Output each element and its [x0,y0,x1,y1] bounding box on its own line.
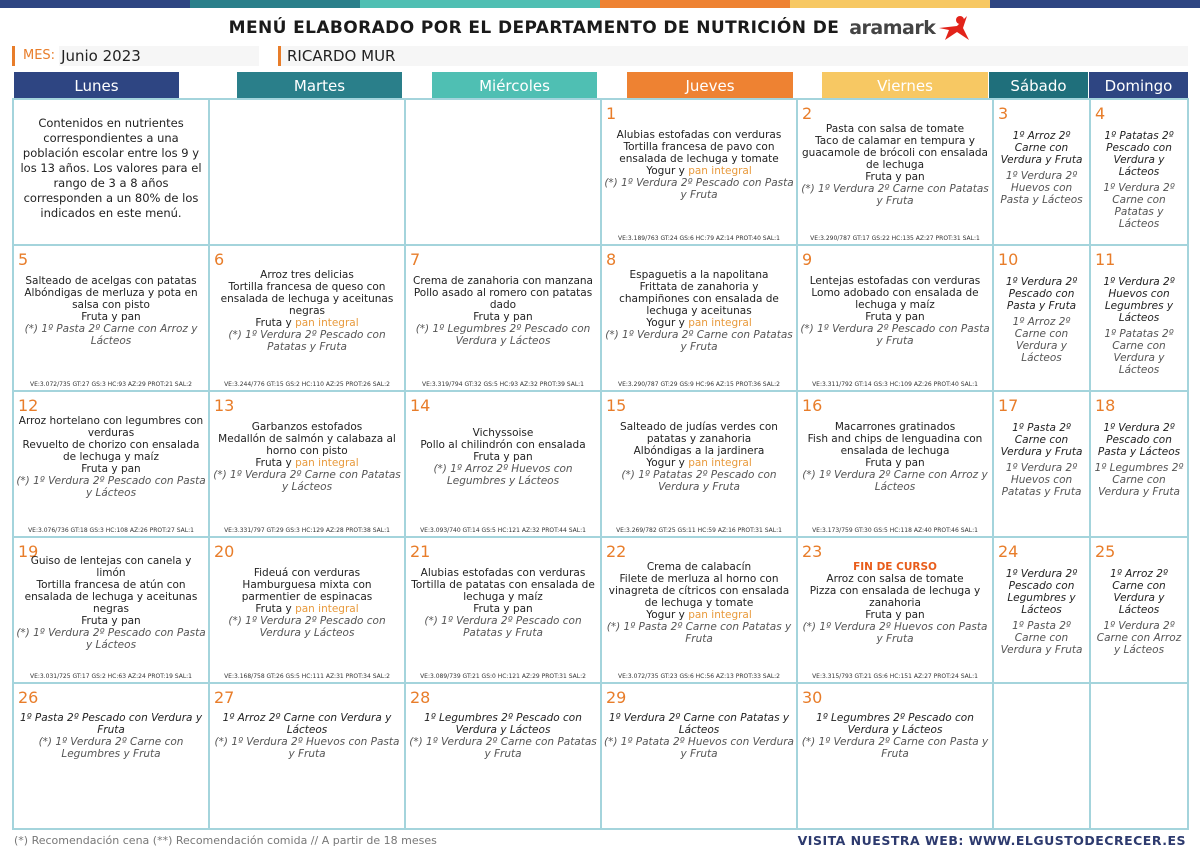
menu-line: Albóndigas de merluza y pota en salsa con pisto [24,287,198,311]
weekend-main-menu: 1º Verdura 2º Pescado con Pasta y Lácteos [1097,422,1181,458]
weekend-content [996,276,1087,364]
menu-line: Arroz tres delicias [260,269,354,281]
highlight-text: pan integral [688,317,752,329]
nutrition-values: VE:3.168/758 GT:26 GS:5 HC:111 AZ:31 PROT:34 SAL:2 [224,673,390,680]
day-number: 20 [214,542,235,561]
weekend-main-menu: 1º Verdura 2º Huevos con Legumbres y Lácteos [1103,276,1175,324]
day-cell-16 [798,392,992,536]
menu-line: Guiso de lentejas con canela y limón [30,555,192,579]
menu-line: Yogur y pan integral [646,609,752,621]
menu-line: Vichyssoise [472,427,534,439]
nutrition-values: VE:3.244/776 GT:15 GS:2 HC:110 AZ:25 PROT:26 SAL:2 [224,381,390,388]
day-cell-9 [798,246,992,390]
empty-cell [1091,684,1187,828]
weekend-content [1093,568,1185,656]
weekend-cell-10 [994,246,1089,390]
website-link[interactable]: VISITA NUESTRA WEB: WWW.ELGUSTODECRECER.ES [797,833,1186,848]
day-number: 11 [1095,250,1116,269]
aramark-star-person-icon [937,14,971,42]
top-bar-segment [190,0,360,8]
day-cell-2 [798,100,992,244]
top-color-bars [0,0,1200,8]
menu-content [604,684,794,788]
menu-content [800,684,990,788]
day-cell-7 [406,246,600,390]
day-header-jueves: Jueves [627,72,793,100]
dinner-recommendation: (*) 1º Pasta 2º Carne con Arroz y Lácteos [24,323,198,347]
nutrition-values: VE:3.315/793 GT:21 GS:6 HC:151 AZ:27 PROT:24 SAL:1 [812,673,978,680]
dinner-recommendation: (*) 1º Verdura 2º Huevos con Pasta y Fruta [214,736,400,760]
highlight-text: pan integral [295,603,359,615]
day-header-viernes: Viernes [822,72,988,100]
dinner-recommendation: (*) 1º Patata 2º Huevos con Verdura y Fruta [604,736,794,760]
weekend-main-menu: 1º Arroz 2º Carne con Verdura y Fruta [1000,130,1083,166]
menu-line: Fruta y pan [865,457,925,469]
menu-line: Filete de merluza al horno con vinagreta de cítricos con ensalada de lechuga y tomate [608,573,790,609]
menu-content [212,246,402,376]
nutrition-values: VE:3.290/787 GT:17 GS:22 HC:135 AZ:27 PROT:31 SAL:1 [810,235,980,242]
menu-line: Fruta y pan [81,463,141,475]
day-header-domingo: Domingo [1089,72,1188,100]
day-headers [0,72,1200,100]
menu-content [16,684,206,788]
menu-line: Yogur y pan integral [646,457,752,469]
menu-line: Fruta y pan [865,609,925,621]
menu-line: Fruta y pan integral [255,603,359,615]
menu-line: Garbanzos estofados [251,421,363,433]
menu-line: Tortilla de patatas con ensalada de lechuga y maíz [411,579,595,603]
page-header [0,15,1200,41]
day-number: 30 [802,688,823,707]
weekend-main-menu: 1º Pasta 2º Carne con Verdura y Fruta [1000,422,1083,458]
menu-content [800,538,990,668]
menu-line: Fruta y pan [81,615,141,627]
empty-cell [994,684,1089,828]
weekend-content [996,130,1087,206]
month-label: MES: [12,46,55,66]
weekend-content [996,422,1087,498]
page-title: MENÚ ELABORADO POR EL DEPARTAMENTO DE NUTRICIÓN DE [228,18,840,38]
menu-content [604,100,794,230]
day-number: 9 [802,250,813,269]
menu-calendar-grid [12,98,1189,830]
weekend-recommendation: 1º Verdura 2º Huevos con Pasta y Lácteos [1000,170,1083,206]
day-number: 15 [606,396,627,415]
menu-line: Crema de zanahoria con manzana [412,275,593,287]
weekend-content [1093,422,1185,498]
nutrition-values: VE:3.093/740 GT:14 GS:5 HC:121 AZ:32 PROT:44 SAL:1 [420,527,586,534]
nutrition-values: VE:3.189/763 GT:24 GS:6 HC:79 AZ:14 PROT:40 SAL:1 [617,235,780,242]
nutrition-values: VE:3.311/792 GT:14 GS:3 HC:109 AZ:26 PROT:40 SAL:1 [812,381,978,388]
menu-line: 1º Legumbres 2º Pescado con Verdura y Lácteos [424,712,582,736]
day-number: 22 [606,542,627,561]
day-number: 3 [998,104,1009,123]
menu-line: Fruta y pan [473,311,533,323]
dinner-recommendation: (*) 1º Verdura 2º Carne con Patatas y Fruta [801,183,989,207]
weekend-recommendation: 1º Verdura 2º Huevos con Patatas y Fruta [1001,462,1082,498]
weekend-cell-11 [1091,246,1187,390]
month-value: Junio 2023 [59,46,259,66]
menu-line: Pollo asado al romero con patatas dado [413,287,593,311]
menu-line: Tortilla francesa de pavo con ensalada de lechuga y tomate [619,141,779,165]
highlight-text: pan integral [295,457,359,469]
menu-content [16,392,206,522]
menu-line: Tortilla francesa de atún con ensalada de lechuga y aceitunas negras [24,579,198,615]
menu-line: Yogur y pan integral [646,317,752,329]
day-number: 27 [214,688,235,707]
day-number: 17 [998,396,1019,415]
weekend-cell-4 [1091,100,1187,244]
menu-line: 1º Verdura 2º Carne con Patatas y Lácteos [608,712,790,736]
menu-line: Taco de calamar en tempura y guacamole de brócoli con ensalada de lechuga [802,135,988,171]
day-cell-15 [602,392,796,536]
menu-line: Frittata de zanahoria y champiñones con ensalada de lechuga y aceitunas [619,281,779,317]
weekend-cell-18 [1091,392,1187,536]
top-bar-segment [600,0,790,8]
day-number: 25 [1095,542,1116,561]
menu-content [604,246,794,376]
day-header-martes: Martes [237,72,402,100]
day-cell-1 [602,100,796,244]
day-number: 19 [18,542,39,561]
day-cell-6 [210,246,404,390]
menu-content [408,684,598,788]
menu-line: Macarrones gratinados [834,421,956,433]
weekend-recommendation: 1º Verdura 2º Carne con Arroz y Lácteos [1096,620,1182,656]
menu-content [800,392,990,522]
weekend-main-menu: 1º Verdura 2º Pescado con Pasta y Fruta [1005,276,1078,312]
day-cell-23 [798,538,992,682]
school-name: RICARDO MUR [287,47,396,65]
weekend-main-menu: 1º Patatas 2º Pescado con Verdura y Lácteos [1104,130,1174,178]
day-cell-21 [406,538,600,682]
menu-line: 1º Legumbres 2º Pescado con Verdura y Lácteos [816,712,974,736]
day-cell-26 [14,684,208,828]
brand-logo [849,14,971,42]
menu-line: Espaguetis a la napolitana [629,269,769,281]
day-number: 21 [410,542,431,561]
day-cell-28 [406,684,600,828]
menu-line: Fruta y pan integral [255,317,359,329]
menu-line: Fruta y pan [81,311,141,323]
day-cell-19 [14,538,208,682]
dinner-recommendation: (*) 1º Verdura 2º Huevos con Pasta y Fruta [802,621,988,645]
school-row [278,46,1188,66]
nutrition-values: VE:3.269/782 GT:25 GS:11 HC:59 AZ:16 PROT:31 SAL:1 [616,527,782,534]
weekend-cell-25 [1091,538,1187,682]
dinner-recommendation: (*) 1º Verdura 2º Carne con Legumbres y Fruta [38,736,184,760]
menu-line: Alubias estofadas con verduras [420,567,586,579]
day-number: 5 [18,250,29,269]
menu-line: Alubias estofadas con verduras [616,129,782,141]
menu-content [212,392,402,522]
dinner-recommendation: (*) 1º Verdura 2º Pescado con Pasta y Fruta [604,177,794,201]
special-event-label: FIN DE CURSO [853,561,937,573]
menu-line: Hamburguesa mixta con parmentier de espinacas [241,579,373,603]
highlight-text: pan integral [295,317,359,329]
menu-line: Revuelto de chorizo con ensalada de lechuga y maíz [22,439,200,463]
day-cell-27 [210,684,404,828]
nutrient-intro-text: Contenidos en nutrientes correspondientes a una población escolar entre los 9 y los 13 años. Los valores para el rango de 3 a 8 años corresponden a un 80% de los indicados en este menú. [20,116,202,220]
dinner-recommendation: (*) 1º Arroz 2º Huevos con Legumbres y Lácteos [433,463,573,487]
menu-line: Pasta con salsa de tomate [825,123,965,135]
menu-line: Salteado de acelgas con patatas [25,275,197,287]
day-number: 24 [998,542,1019,561]
top-bar-segment [0,0,190,8]
highlight-text: pan integral [688,457,752,469]
top-bar-segment [990,0,1200,8]
nutrition-values: VE:3.072/735 GT:23 GS:6 HC:56 AZ:13 PROT:33 SAL:2 [617,673,780,680]
empty-cell [406,100,600,244]
day-number: 14 [410,396,431,415]
nutrition-values: VE:3.076/736 GT:18 GS:3 HC:108 AZ:26 PROT:27 SAL:1 [28,527,194,534]
nutrition-values: VE:3.290/787 GT:29 GS:9 HC:96 AZ:15 PROT:36 SAL:2 [617,381,780,388]
day-number: 6 [214,250,225,269]
menu-line: Arroz hortelano con legumbres con verduras [18,415,204,439]
menu-line: Fideuá con verduras [253,567,361,579]
dinner-recommendation: (*) 1º Verdura 2º Pescado con Patatas y Fruta [424,615,582,639]
menu-content [604,392,794,522]
menu-line: Pollo al chilindrón con ensalada [420,439,586,451]
menu-line: Fruta y pan integral [255,457,359,469]
day-cell-22 [602,538,796,682]
day-number: 26 [18,688,39,707]
menu-line: Fruta y pan [473,451,533,463]
menu-content [604,538,794,668]
menu-line: Lomo adobado con ensalada de lechuga y maíz [811,287,979,311]
footer-note: (*) Recomendación cena (**) Recomendación comida // A partir de 18 meses [14,834,437,847]
dinner-recommendation: (*) 1º Verdura 2º Pescado con Pasta y Lácteos [16,627,206,651]
menu-line: Crema de calabacín [646,561,752,573]
day-number: 28 [410,688,431,707]
day-cell-20 [210,538,404,682]
nutrition-values: VE:3.089/739 GT:21 GS:0 HC:121 AZ:29 PROT:31 SAL:2 [420,673,586,680]
day-number: 7 [410,250,421,269]
day-number: 2 [802,104,813,123]
weekend-cell-3 [994,100,1089,244]
day-number: 13 [214,396,235,415]
weekend-cell-17 [994,392,1089,536]
menu-content [800,246,990,376]
menu-line: Fruta y pan [865,171,925,183]
nutrition-values: VE:3.319/794 GT:32 GS:5 HC:93 AZ:32 PROT:39 SAL:1 [421,381,584,388]
day-number: 10 [998,250,1019,269]
empty-cell [210,100,404,244]
menu-line: Fish and chips de lenguadina con ensalada de lechuga [807,433,983,457]
nutrition-values: VE:3.331/797 GT:29 GS:3 HC:129 AZ:28 PROT:38 SAL:1 [224,527,390,534]
weekend-recommendation: 1º Pasta 2º Carne con Verdura y Fruta [1000,620,1083,656]
menu-line: Fruta y pan [865,311,925,323]
brand-name: aramark [849,17,936,39]
day-number: 8 [606,250,617,269]
weekend-content [996,568,1087,656]
top-bar-segment [790,0,990,8]
day-cell-14 [406,392,600,536]
month-row [12,46,259,66]
dinner-recommendation: (*) 1º Verdura 2º Carne con Pasta y Fruta [801,736,989,760]
day-number: 1 [606,104,617,123]
menu-line: Arroz con salsa de tomate [826,573,964,585]
day-header-sabado: Sábado [989,72,1088,100]
day-header-miercoles: Miércoles [432,72,597,100]
day-header-lunes: Lunes [14,72,179,100]
day-cell-8 [602,246,796,390]
nutrition-values: VE:3.072/735 GT:27 GS:3 HC:93 AZ:29 PROT:21 SAL:2 [29,381,192,388]
weekend-recommendation: 1º Arroz 2º Carne con Verdura y Lácteos [1012,316,1071,364]
day-number: 4 [1095,104,1106,123]
weekend-recommendation: 1º Patatas 2º Carne con Verdura y Lácteos [1104,328,1174,376]
day-cell-13 [210,392,404,536]
day-cell-29 [602,684,796,828]
menu-line: Lentejas estofadas con verduras [809,275,981,287]
menu-line: Yogur y pan integral [646,165,752,177]
menu-content [16,538,206,668]
weekend-cell-24 [994,538,1089,682]
weekend-main-menu: 1º Verdura 2º Pescado con Legumbres y Lácteos [1005,568,1078,616]
weekend-content [1093,130,1185,230]
dinner-recommendation: (*) 1º Verdura 2º Carne con Patatas y Fruta [605,329,793,353]
menu-line: Pizza con ensalada de lechuga y zanahoria [809,585,981,609]
highlight-text: pan integral [688,165,752,177]
weekend-main-menu: 1º Arroz 2º Carne con Verdura y Lácteos [1110,568,1168,616]
menu-line: 1º Arroz 2º Carne con Verdura y Lácteos [222,712,392,736]
nutrition-values: VE:3.031/725 GT:17 GS:2 HC:63 AZ:24 PROT:19 SAL:1 [29,673,192,680]
dinner-recommendation: (*) 1º Verdura 2º Pescado con Pasta y Fruta [800,323,990,347]
day-number: 12 [18,396,39,415]
day-number: 29 [606,688,627,707]
menu-content [212,538,402,668]
menu-content [408,392,598,522]
menu-line: Medallón de salmón y calabaza al horno con pisto [218,433,396,457]
top-bar-segment [360,0,600,8]
dinner-recommendation: (*) 1º Verdura 2º Pescado con Patatas y Fruta [228,329,386,353]
nutrition-values: VE:3.173/759 GT:30 GS:5 HC:118 AZ:40 PROT:46 SAL:1 [812,527,978,534]
dinner-recommendation: (*) 1º Pasta 2º Carne con Patatas y Fruta [606,621,792,645]
menu-content [800,100,990,230]
menu-line: Fruta y pan [473,603,533,615]
dinner-recommendation: (*) 1º Verdura 2º Carne con Patatas y Fruta [409,736,597,760]
menu-content [408,538,598,668]
weekend-recommendation: 1º Verdura 2º Carne con Patatas y Lácteos [1103,182,1175,230]
weekend-content [1093,276,1185,376]
day-cell-12 [14,392,208,536]
dinner-recommendation: (*) 1º Verdura 2º Carne con Patatas y Lácteos [213,469,401,493]
dinner-recommendation: (*) 1º Legumbres 2º Pescado con Verdura y Lácteos [415,323,591,347]
day-number: 16 [802,396,823,415]
dinner-recommendation: (*) 1º Patatas 2º Pescado con Verdura y Fruta [621,469,777,493]
dinner-recommendation: (*) 1º Verdura 2º Carne con Arroz y Lácteos [802,469,988,493]
intro-cell [14,100,208,244]
weekend-recommendation: 1º Legumbres 2º Carne con Verdura y Fruta [1094,462,1184,498]
menu-content [16,246,206,376]
day-number: 23 [802,542,823,561]
menu-line: Tortilla francesa de queso con ensalada de lechuga y aceitunas negras [220,281,394,317]
highlight-text: pan integral [688,609,752,621]
day-cell-30 [798,684,992,828]
menu-line: Salteado de judías verdes con patatas y zanahoria [620,421,778,445]
day-cell-5 [14,246,208,390]
menu-line: Albóndigas a la jardinera [633,445,765,457]
menu-content [212,684,402,788]
menu-line: 1º Pasta 2º Pescado con Verdura y Fruta [19,712,203,736]
dinner-recommendation: (*) 1º Verdura 2º Pescado con Verdura y Lácteos [228,615,386,639]
day-number: 18 [1095,396,1116,415]
dinner-recommendation: (*) 1º Verdura 2º Pescado con Pasta y Lácteos [16,475,206,499]
menu-content [408,246,598,376]
